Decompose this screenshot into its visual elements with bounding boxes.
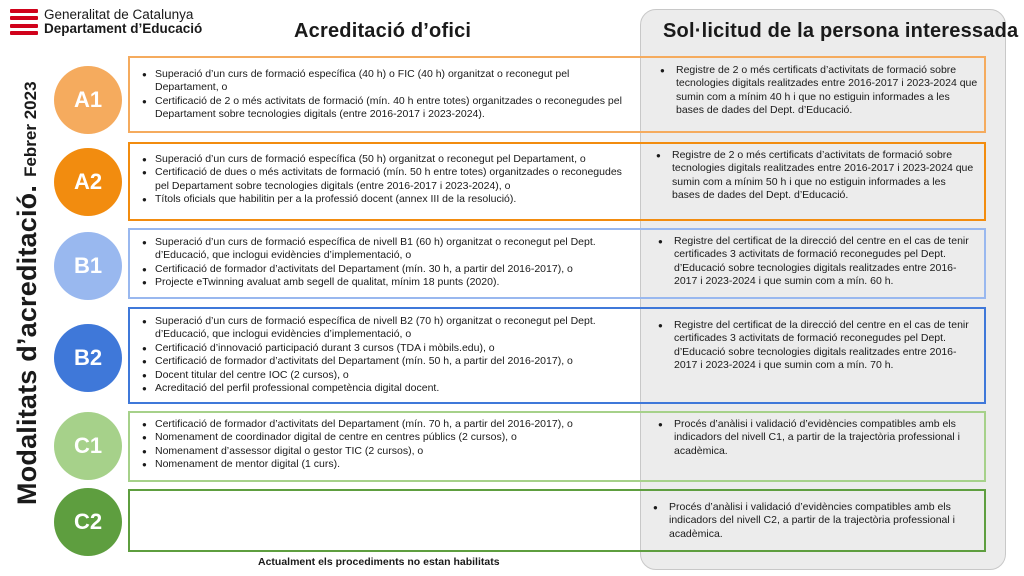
ofici-list-a1	[140, 68, 630, 122]
list-item: ● Nomenament de mentor digital (1 curs).	[140, 458, 630, 471]
solicitud-text-c2: ● Procés d’anàlisi i validació d’evidències compatibles amb els indicadors del nivell C2, a partir de la trajectòria professional i acadèmica.	[653, 501, 973, 541]
list-item: ● Certificació de formador d’activitats del Departament (mín. 50 h, a partir del 2016-2017), o	[140, 355, 630, 368]
page-title-date: Febrer 2023	[21, 81, 40, 177]
solicitud-column-title: Sol·licitud de la persona interessada	[663, 20, 1019, 42]
ofici-list-b1	[140, 236, 630, 290]
list-item: ● Projecte eTwinning avaluat amb segell de qualitat, mínim 18 punts (2020).	[140, 276, 630, 289]
senyera-icon	[10, 9, 38, 35]
page-title-main: Modalitats d’acreditació.	[12, 184, 42, 505]
org-name: Generalitat de Catalunya	[44, 7, 194, 22]
ofici-list-c1	[140, 418, 630, 472]
solicitud-text-a2: ● Registre de 2 o més certificats d’activitats de formació sobre tecnologies digitals realitzades entre 2016-2017 i 2023-2024 que sumin com a mínim 50 h i que no estiguin informades a les bases de dades del Dept. d’Educació.	[656, 149, 976, 203]
level-badge-b1: B1	[54, 232, 122, 300]
list-item: ● Acreditació del perfil professional competència digital docent.	[140, 382, 630, 395]
level-badge-c2: C2	[54, 488, 122, 556]
list-item: ● Docent titular del centre IOC (2 cursos), o	[140, 369, 630, 382]
solicitud-text-b1: ● Registre del certificat de la direcció del centre en el cas de tenir certificades 3 activitats de formació reconegudes pel Dept. d’Educació sobre tecnologies digitals realitzades entre 2016-2017 i 2023-2024 i que sumin com a mín. 60 h.	[658, 235, 978, 289]
ofici-column-title: Acreditació d’ofici	[294, 20, 472, 42]
department-name: Departament d’Educació	[44, 21, 203, 37]
ofici-list-a2	[140, 153, 635, 207]
list-item: ● Certificació d’innovació participació durant 3 cursos (TDA i mòbils.edu), o	[140, 342, 630, 355]
generalitat-logo	[10, 8, 202, 36]
list-item: ● Superació d’un curs de formació específica (40 h) o FIC (40 h) organitzat o reconegut pel Departament, o	[140, 68, 630, 95]
solicitud-text-b2: ● Registre del certificat de la direcció del centre en el cas de tenir certificades 3 activitats de formació reconegudes pel Dept. d’Educació sobre tecnologies digitals realitzades entre 2016-2017 i 2023-2024 i que sumin com a mín. 70 h.	[658, 319, 978, 373]
list-item: ● Superació d’un curs de formació específica de nivell B2 (70 h) organitzat o reconegut pel Dept. d’Educació, que inclogui evidències d’implementació, o	[140, 315, 630, 342]
footnote: Actualment els procediments no estan habilitats	[258, 556, 500, 568]
list-item: ● Certificació de formador d’activitats del Departament (mín. 30 h, a partir del 2016-2017), o	[140, 263, 630, 276]
level-badge-a2: A2	[54, 148, 122, 216]
list-item: ● Certificació de dues o més activitats de formació (mín. 50 h entre totes) organitzades o reconegudes pel Departament sobre tecnologies digitals (entre 2016-2017 i 2023-2024), o	[140, 166, 635, 193]
ofici-list-b2	[140, 315, 630, 395]
list-item: ● Nomenament de coordinador digital de centre en centres públics (2 cursos), o	[140, 431, 630, 444]
list-item: ● Superació d’un curs de formació específica de nivell B1 (60 h) organitzat o reconegut pel Dept. d’Educació, que inclogui evidències d’implementació, o	[140, 236, 630, 263]
list-item: ● Títols oficials que habilitin per a la professió docent (annex III de la resolució).	[140, 193, 635, 206]
level-badge-a1: A1	[54, 66, 122, 134]
level-badge-b2: B2	[54, 324, 122, 392]
list-item: ● Nomenament d’assessor digital o gestor TIC (2 cursos), o	[140, 445, 630, 458]
list-item: ● Certificació de formador d’activitats del Departament (mín. 70 h, a partir del 2016-2017), o	[140, 418, 630, 431]
list-item: ● Certificació de 2 o més activitats de formació (mín. 40 h entre totes) organitzades o reconegudes pel Departament sobre tecnologies digitals (entre 2016-2017 i 2023-2024).	[140, 95, 630, 122]
list-item: ● Superació d’un curs de formació específica (50 h) organitzat o reconegut pel Departament, o	[140, 153, 635, 166]
level-badge-c1: C1	[54, 412, 122, 480]
solicitud-text-c1: ● Procés d’anàlisi i validació d’evidències compatibles amb els indicadors del nivell C1, a partir de la trajectòria professional i acadèmica.	[658, 418, 978, 458]
page-title	[12, 81, 43, 505]
solicitud-text-a1: ● Registre de 2 o més certificats d’activitats de formació sobre tecnologies digitals realitzades entre 2016-2017 i 2023-2024 que sumin com a mínim 40 h i que no estiguin informades a les bases de dades del Dept. d’Educació.	[660, 64, 980, 118]
